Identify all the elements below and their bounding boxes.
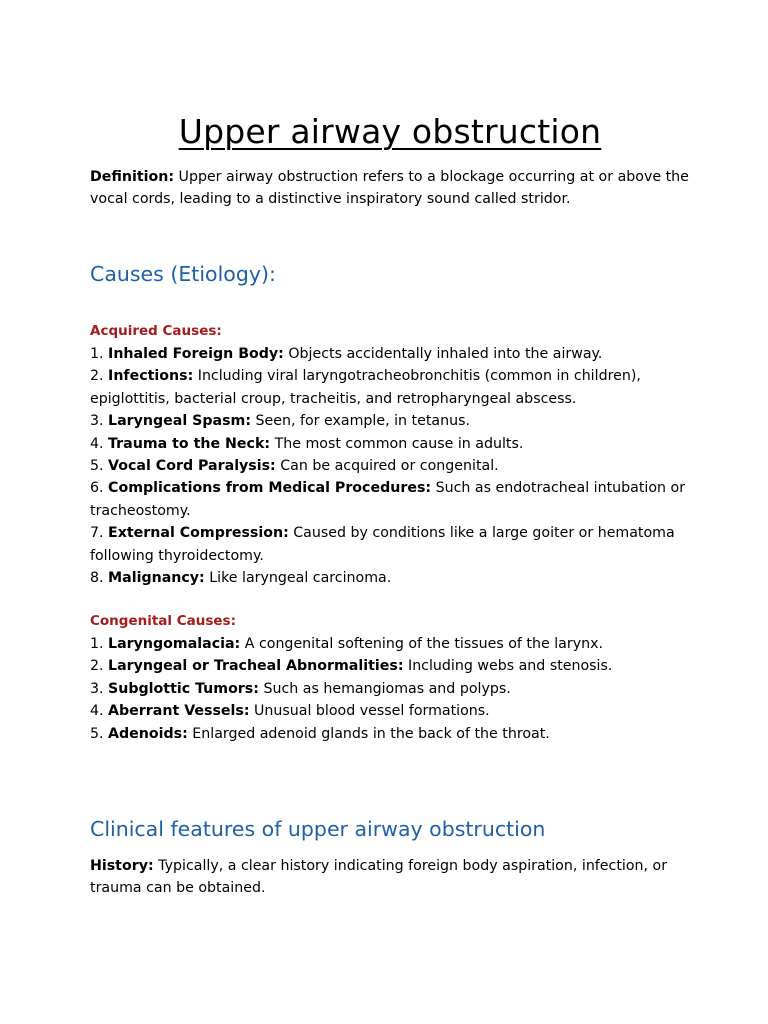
- definition-text: Upper airway obstruction refers to a blockage occurring at or above the vocal cords, leading to a distinctive inspiratory sound called stridor.: [90, 169, 689, 208]
- acquired-causes-list: [90, 343, 690, 589]
- item-text: Seen, for example, in tetanus.: [251, 413, 470, 430]
- item-text: Including viral laryngotracheobronchitis (common in children), epiglottitis, bacterial croup, tracheitis, and retropharyngeal abscess.: [90, 368, 641, 407]
- item-number: 4.: [90, 435, 109, 452]
- item-number: 3.: [90, 680, 109, 697]
- page-title: Upper airway obstruction: [178, 112, 602, 151]
- item-text: Can be acquired or congenital.: [275, 458, 499, 475]
- list-item: [90, 723, 690, 745]
- item-term: Inhaled Foreign Body:: [108, 346, 284, 362]
- acquired-causes-heading: Acquired Causes:: [90, 323, 222, 339]
- item-term: Laryngomalacia:: [108, 636, 241, 652]
- item-number: 3.: [90, 413, 109, 430]
- item-text: The most common cause in adults.: [270, 435, 524, 452]
- item-text: Including webs and stenosis.: [403, 658, 613, 675]
- item-number: 2.: [90, 368, 109, 385]
- item-text: Such as hemangiomas and polyps.: [258, 680, 511, 697]
- item-term: External Compression:: [108, 525, 289, 542]
- item-text: A congenital softening of the tissues of the larynx.: [240, 636, 603, 652]
- list-item: [90, 655, 690, 677]
- list-item: [90, 343, 690, 365]
- item-number: 8.: [90, 570, 109, 587]
- list-item: [90, 410, 690, 432]
- item-number: 1.: [90, 346, 109, 362]
- item-text: Enlarged adenoid glands in the back of the throat.: [187, 725, 550, 742]
- item-term: Infections:: [108, 368, 194, 385]
- causes-heading: Causes (Etiology):: [90, 262, 276, 286]
- item-term: Trauma to the Neck:: [108, 435, 271, 452]
- item-number: 1.: [90, 636, 109, 652]
- list-item: [90, 678, 690, 700]
- list-item: [90, 567, 690, 589]
- item-text: Caused by conditions like a large goiter or hematoma following thyroidectomy.: [90, 525, 675, 564]
- item-term: Malignancy:: [108, 570, 205, 587]
- list-item: [90, 633, 690, 655]
- item-term: Aberrant Vessels:: [108, 703, 250, 720]
- item-number: 6.: [90, 480, 109, 497]
- congenital-causes-list: [90, 633, 690, 745]
- definition-label: Definition:: [90, 169, 175, 185]
- item-text: Objects accidentally inhaled into the airway.: [283, 346, 603, 362]
- item-text: Unusual blood vessel formations.: [249, 703, 490, 720]
- item-term: Complications from Medical Procedures:: [108, 480, 432, 497]
- item-number: 5.: [90, 725, 109, 742]
- item-text: Like laryngeal carcinoma.: [204, 570, 392, 587]
- item-term: Adenoids:: [108, 725, 188, 742]
- item-term: Laryngeal Spasm:: [108, 413, 252, 430]
- list-item: [90, 365, 690, 410]
- list-item: [90, 477, 690, 522]
- item-number: 5.: [90, 458, 109, 475]
- list-item: [90, 433, 690, 455]
- history-text: Typically, a clear history indicating foreign body aspiration, infection, or trauma can be obtained.: [90, 858, 668, 897]
- definition-paragraph: [90, 166, 690, 211]
- list-item: [90, 700, 690, 722]
- item-term: Subglottic Tumors:: [108, 680, 259, 697]
- item-number: 4.: [90, 703, 109, 720]
- clinical-features-heading: Clinical features of upper airway obstruction: [90, 817, 546, 841]
- congenital-causes-heading: Congenital Causes:: [90, 613, 236, 629]
- item-term: Laryngeal or Tracheal Abnormalities:: [108, 658, 404, 675]
- item-number: 2.: [90, 658, 109, 675]
- list-item: [90, 455, 690, 477]
- list-item: [90, 522, 690, 567]
- item-text: Such as endotracheal intubation or tracheostomy.: [90, 480, 686, 519]
- item-number: 7.: [90, 525, 109, 542]
- history-label: History:: [90, 858, 154, 874]
- history-paragraph: [90, 855, 690, 900]
- item-term: Vocal Cord Paralysis:: [108, 458, 276, 475]
